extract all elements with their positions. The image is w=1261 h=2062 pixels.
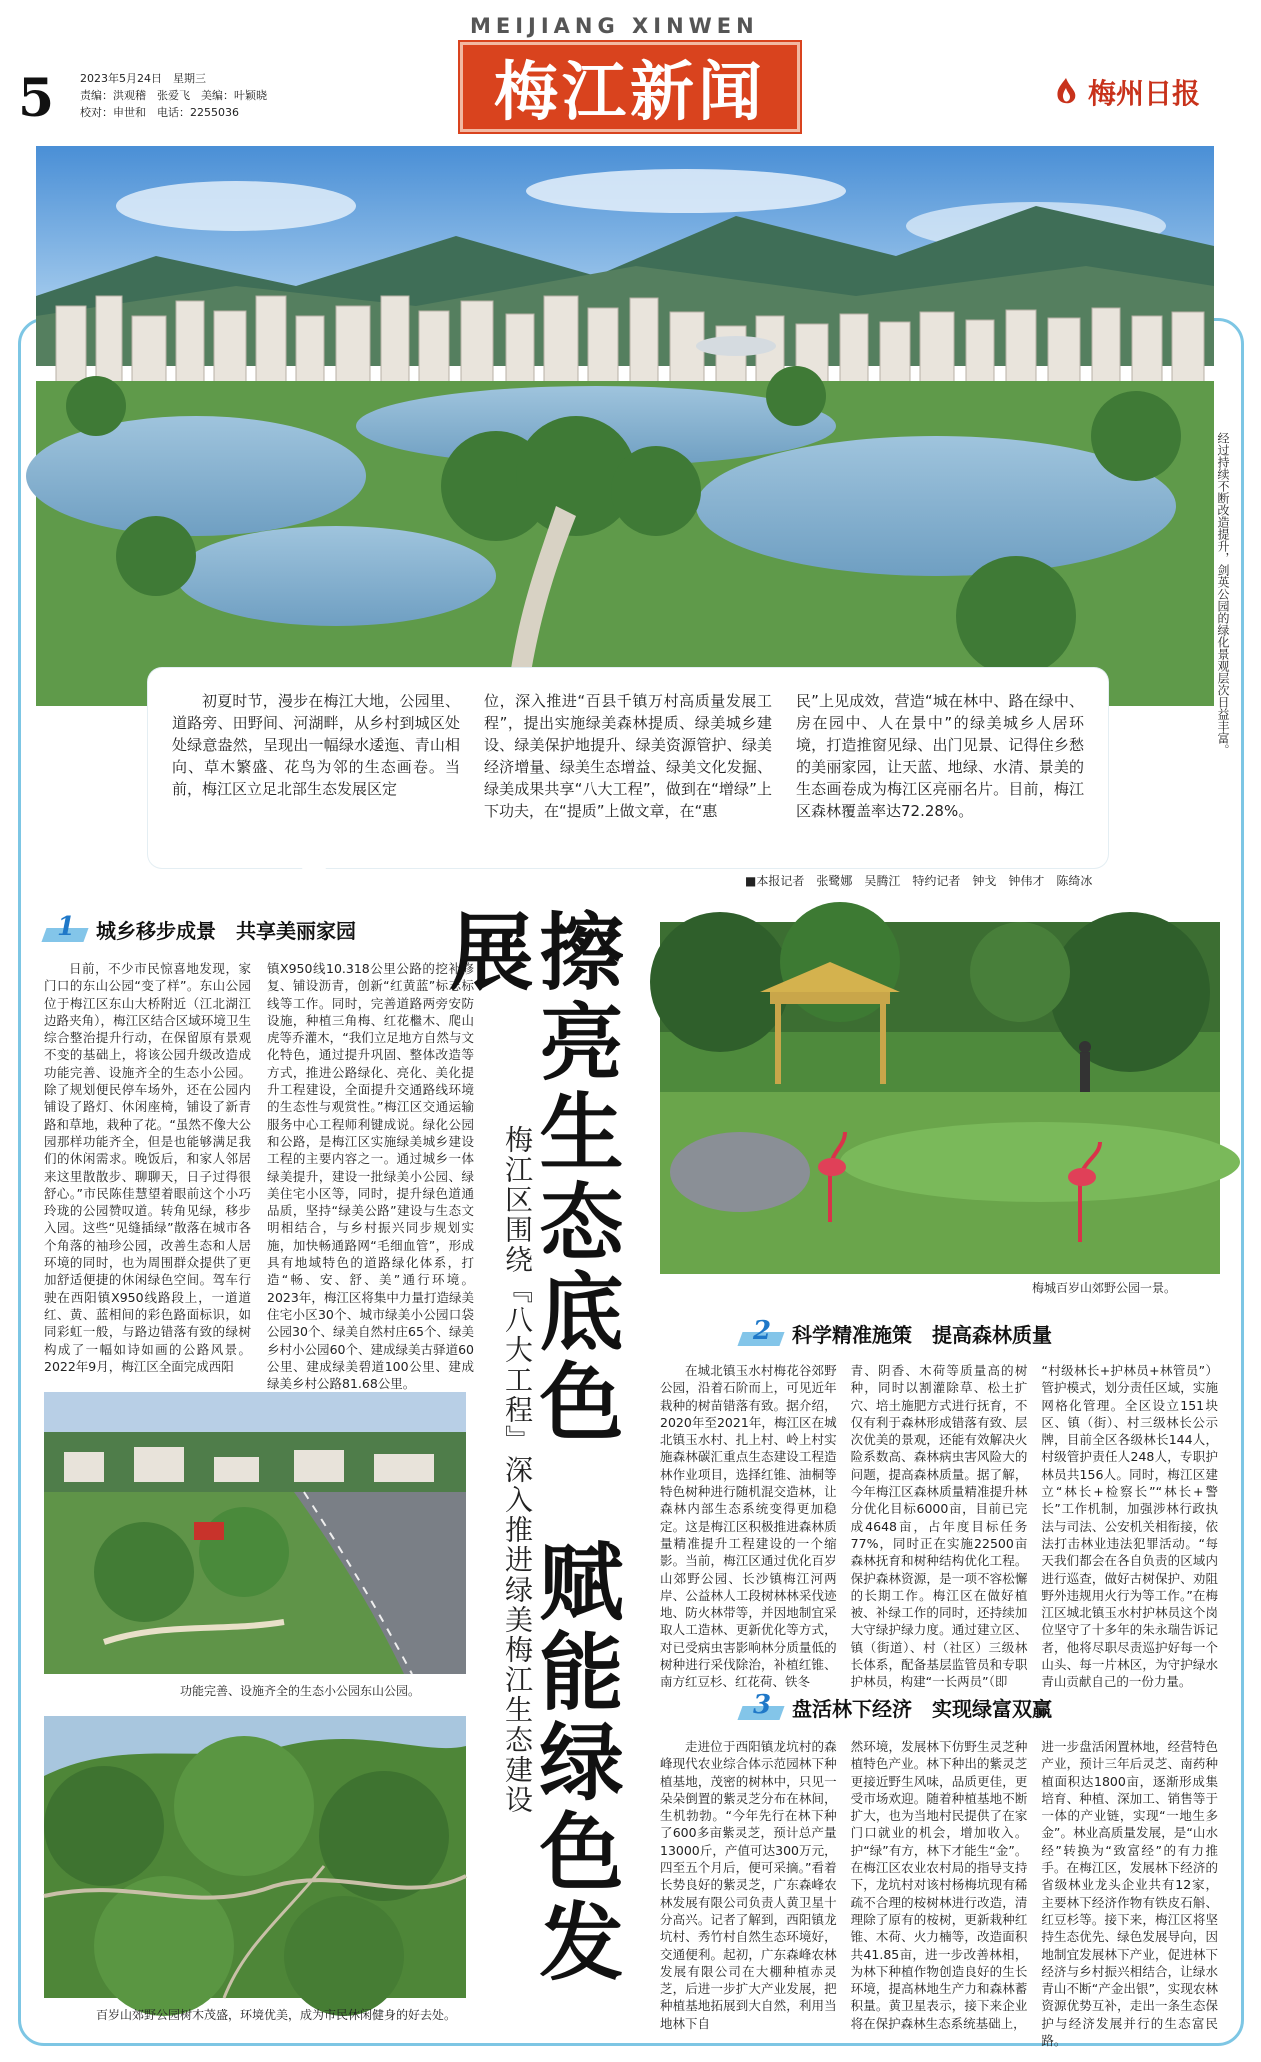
intro-paragraph-2: 位，深入推进“百县千镇万村高质量发展工程”，提出实施绿美森林提质、绿美城乡建设、绿美保护地提升、绿美资源管护、绿美经济增量、绿美生态增益、绿美文化发掘、绿美成果共享“八大工程”，做到在“增绿”上下功夫，在“提质”上做文章，在“惠 (484, 692, 772, 820)
section-2-body (660, 1362, 1219, 1690)
section-1-title: 城乡移步成景 共享美丽家园 (96, 918, 356, 943)
intro-box (148, 668, 1108, 868)
park-photo-flamingo (660, 922, 1220, 1274)
section-number-badge: 1 (44, 914, 86, 944)
section-3-body (660, 1738, 1219, 2049)
section-2-col-3: “村级林长+护林员+林管员”）管护模式，划分责任区域，实施网格化管理。全区设立151块区、镇（街）、村三级林长公示牌，目前全区各级林长144人，村级管护责任人248人，专职护林员共156人。同时，梅江区建立“林长+检察长”“林长+警长”工作机制，加强涉林行政执法与司法、公安机关相衔接，依法打击林业违法犯罪活动。“每天我们都会在各自负责的区域内进行巡查，做好古树保护、劝阻野外违规用火行为等工作。”在梅江区城北镇玉水村护林员这个岗位坚守了十多年的朱永瑞告诉记者，他将尽职尽责巡护好每一个山头、每一片林区，为守护绿水青山贡献自己的一份力量。 (1041, 1363, 1219, 1690)
flame-logo-icon (1050, 76, 1082, 108)
brand-logo (1050, 72, 1200, 112)
section-number-badge: 2 (740, 1318, 782, 1348)
section-3-col-2: 然环境，发展林下仿野生灵芝种植特色产业。林下种出的紫灵芝更接近野生风味，品质更佳，更受市场欢迎。随着种植基地不断扩大，也为当地村民提供了在家门口就业的机会，增加收入。护“绿”有方，林下才能生“金”。在梅江区农业农村局的指导支持下，龙坑村对该村杨梅坑现有稀疏不合理的桉树林进行改造，清理除了原有的桉树，更新栽种红锥、木荷、火力楠等，改造面积共41.85亩，进一步改善林相，为林下种植作物创造良好的生长环境，提高林地生产力和森林蓄积量。黄卫星表示，接下来企业将在保护森林生态系统基础上， (850, 1739, 1028, 2031)
photo-caption-dongshan: 功能完善、设施齐全的生态小公园东山公园。 (180, 1684, 421, 1698)
hero-side-caption: 经过持续不断改造提升，剑英公园的绿化景观层次日益丰富。 (1216, 432, 1230, 756)
section-pinyin: MEIJIANG XINWEN (470, 14, 759, 38)
photo-caption-flamingo: 梅城百岁山郊野公园一景。 (1032, 1281, 1177, 1295)
hero-photo (36, 146, 1214, 706)
section-1-col-2: 镇X950线10.318公里公路的挖补修复、铺设沥青，创新“红黄蓝”标志标线等工作。同时，完善道路两旁安防设施，种植三角梅、红花檵木、爬山虎等乔灌木，“我们立足地方自然与文化特色，通过提升巩固、整体改造等方式，推进公路绿化、亮化、美化提升工程建设，全面提升交通路线环境的生态性与观赏性。”梅江区交通运输服务中心工程师利键成说。绿化公园和公路，是梅江区实施绿美城乡建设工程的主要内容之一。通过城乡一体绿美提升，建设一批绿美小公园、绿美住宅小区等，同时，提升绿色道通品质，坚持“绿美公路”建设与生态文明相结合，与乡村振兴同步规划实施，加快畅通路网“毛细血管”，形成具有地域特色的道路绿化体系，打造“畅、安、舒、美”通行环境。2023年，梅江区将集中力量打造绿美住宅小区30个、城市绿美小公园口袋公园30个、绿美自然村庄65个、绿美乡村小公园60个、建成绿美古驿道60公里、建成绿美碧道100公里、建成绿美乡村公路81.68公里。 (267, 961, 474, 1392)
section-number-badge: 3 (740, 1692, 782, 1722)
editor-line: 责编：洪观稽 张爱飞 美编：叶颖晓 (80, 89, 267, 102)
intro-pointer (300, 866, 328, 882)
page-number: 5 (18, 68, 55, 129)
section-2-col-1: 在城北镇玉水村梅花谷郊野公园，沿着石阶而上，可见近年栽种的树苗错落有致。据介绍，2020年至2021年，梅江区在城北镇玉水村、扎上村、岭上村实施森林碳汇重点生态建设工程造林作业项目，选择红锥、油桐等特色树种进行随机混交造林，让森林内部生态系统变得更加稳定。这是梅江区积极推进森林质量精准提升工程建设的一个缩影。当前，梅江区通过优化百岁山郊野公园、长沙镇梅江河两岸、公益林人工段树林林采伐迹地、防火林带等，并因地制宜采取人工造林、更新优化等方式，对已受病虫害影响林分质量低的树种进行采伐除治，补植红锥、南方红豆杉、红花荷、铁冬 (660, 1363, 837, 1690)
sub-headline: 梅江区围绕『八大工程』深入推进绿美梅江生态建设 (501, 1125, 534, 1815)
park-photo-dongshan (44, 1392, 466, 1674)
section-3-col-1: 走进位于西阳镇龙坑村的森峰现代农业综合体示范园林下种植基地，茂密的树林中，只见一朵朵倒置的紫灵芝分布在林间，生机勃勃。“今年先行在林下种了600多亩紫灵芝，预计总产量13000斤，产值可达300万元，四至五个月后，便可采摘。”看着长势良好的紫灵芝，广东森峰农林发展有限公司负责人黄卫星十分高兴。记者了解到，西阳镇龙坑村、秀竹村自然生态环境好，交通便利。起初，广东森峰农林发展有限公司在大棚种植赤灵芝，后进一步扩大产业发展，把种植基地拓展到大自然，利用当地林下自 (660, 1739, 837, 2031)
section-1-body (44, 960, 474, 1392)
section-3-title: 盘活林下经济 实现绿富双赢 (792, 1696, 1052, 1721)
section-1-col-1: 日前，不少市民惊喜地发现，家门口的东山公园“变了样”。东山公园位于梅江区东山大桥附近（江北湖江边路夹角），梅江区结合区域环境卫生综合整治提升行动，在保留原有景观不变的基础上，将该公园升级改造成功能完善、设施齐全的生态小公园。除了规划便民停车场外，还在公园内铺设了路灯、休闲座椅，铺设了新青路和草地，栽种了花。“虽然不像大公园那样功能齐全，但是也能够满足我们的休闲需求。晚饭后，和家人邻居来这里散散步、聊聊天，日子过得很舒心。”市民陈佳慧望着眼前这个小巧玲珑的公园赞叹道。转角见绿，移步入园。这些“见缝插绿”散落在城市各个角落的袖珍公园，改善生态和人居环境的同时，也为周围群众提供了更加舒适便捷的休闲绿色空间。驾车行驶在西阳镇X950线路段上，一道道红、黄、蓝相间的彩色路面标识，如同彩虹一般，与路边错落有致的绿树构成了一幅如诗如画的公路风景。2022年9月，梅江区全面完成西阳 (44, 961, 251, 1374)
section-title-box (460, 42, 800, 132)
intro-paragraph-1: 初夏时节，漫步在梅江大地，公园里、道路旁、田野间、河湖畔，从乡村到城区处处绿意盎然，呈现出一幅绿水逶迤、青山相向、草木繁盛、花鸟为邻的生态画卷。当前，梅江区立足北部生态发展区定 (172, 692, 460, 798)
brand-name: 梅州日报 (1088, 77, 1201, 110)
section-title: 梅江新闻 (494, 55, 766, 130)
masthead-meta (80, 70, 267, 121)
park-photo-baisuishan (44, 1716, 466, 1998)
proof-line: 校对：申世和 电话：2255036 (80, 106, 239, 119)
main-headline: 擦亮生态底色 赋能绿色发展 (436, 908, 625, 1988)
photo-caption-baisuishan: 百岁山郊野公园树木茂盛，环境优美，成为市民休闲健身的好去处。 (96, 2008, 457, 2022)
section-1-heading (44, 914, 356, 944)
byline: ■本报记者 张鹭娜 吴腾江 特约记者 钟戈 钟伟才 陈绮冰 (745, 874, 1093, 888)
section-3-heading (740, 1692, 1052, 1722)
section-3-col-3: 进一步盘活闲置林地，经营特色产业，预计三年后灵芝、南药种植面积达1800亩，逐渐形成集培育、种植、深加工、销售等于一体的产业链，实现“一地生多金”。林业高质量发展，是“山水经”转换为“致富经”的有力推手。在梅江区，发展林下经济的省级林业龙头企业共有12家，主要林下经济作物有铁皮石斛、红豆杉等。接下来，梅江区将坚持生态优先、绿色发展导向，因地制宜发展林下产业，促进林下经济与乡村振兴相结合，让绿水青山不断“产金出银”，实现农林资源优势互补，走出一条生态保护与经济发展并行的生态富民路。 (1041, 1739, 1219, 2049)
date-line: 2023年5月24日 星期三 (80, 72, 206, 85)
section-2-col-2: 青、阴香、木荷等质量高的树种，同时以割灌除草、松土扩穴、培土施肥方式进行抚育，不仅有利于森林形成错落有致、层次优美的景观，还能有效解决火险系数高、森林病虫害风险大的问题，提高森林质量。据了解，今年梅江区森林质量精准提升林分优化目标6000亩，目前已完成4648亩，占年度目标任务77%，同时正在实施22500亩森林抚育和树种结构优化工程。保护森林资源，是一项不容松懈的长期工作。梅江区在做好植被、补绿工作的同时，还持续加大守绿护绿力度。通过建立区、镇（街道）、村（社区）三级林长体系，配备基层监管员和专职护林员，构建“一长两员”（即 (850, 1363, 1028, 1690)
intro-paragraph-3: 民”上见成效，营造“城在林中、路在绿中、房在园中、人在景中”的绿美城乡人居环境，打造推窗见绿、出门见景、记得住乡愁的美丽家园，让天蓝、地绿、水清、景美的生态画卷成为梅江区亮丽名片。目前，梅江区森林覆盖率达72.28%。 (796, 692, 1084, 820)
section-2-heading (740, 1318, 1052, 1348)
section-2-title: 科学精准施策 提高森林质量 (792, 1322, 1052, 1347)
